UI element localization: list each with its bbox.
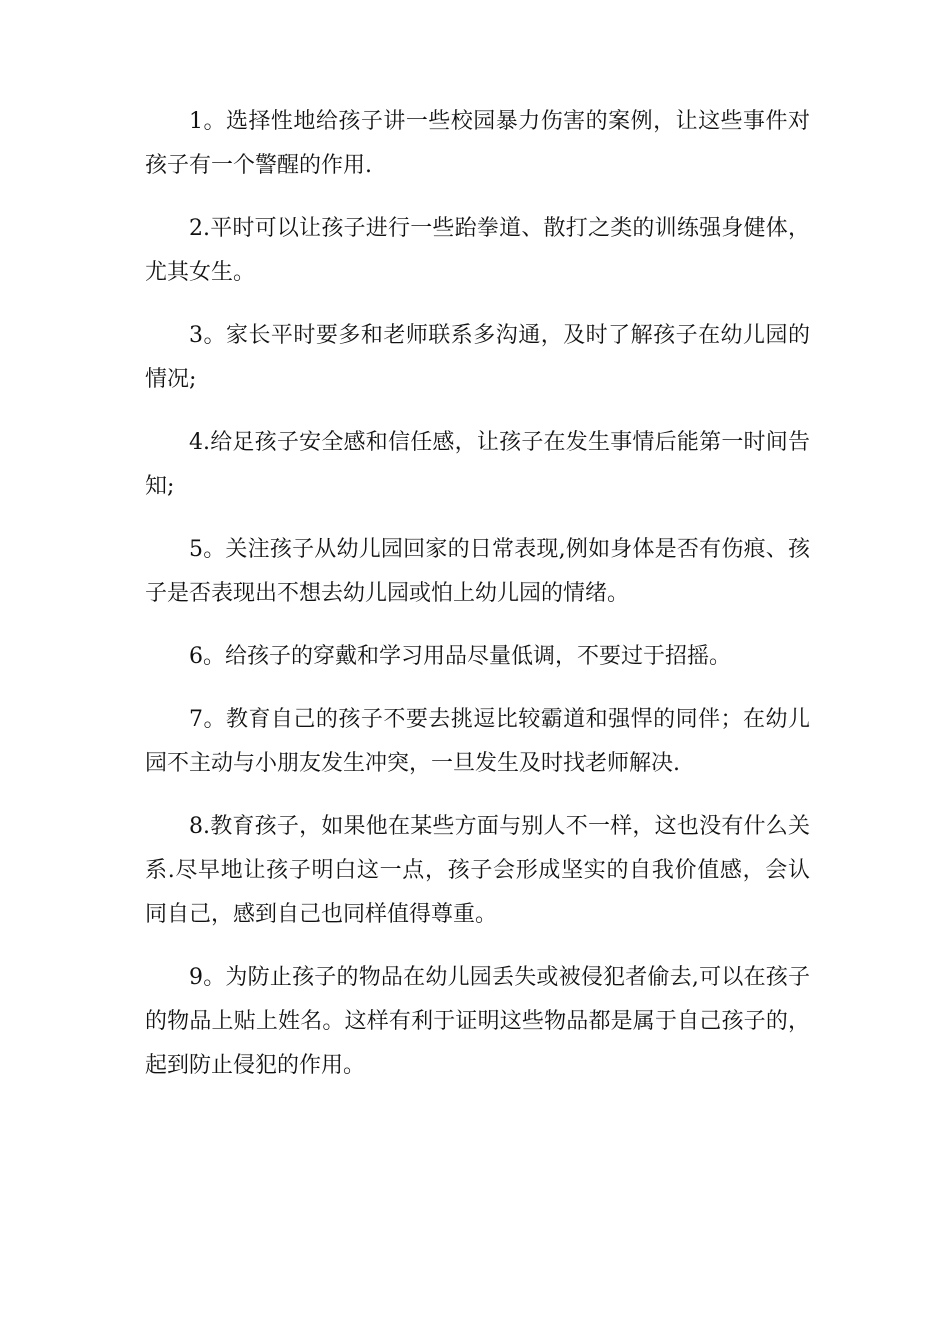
paragraph-2: 2.平时可以让孩子进行一些跆拳道、散打之类的训练强身健体，尤其女生。 [145, 216, 810, 285]
paragraph-1: 1。选择性地给孩子讲一些校园暴力伤害的案例，让这些事件对孩子有一个警醒的作用. [145, 109, 810, 178]
paragraph-7: 7。教育自己的孩子不要去挑逗比较霸道和强悍的同伴；在幼儿园不主动与小朋友发生冲突，一旦发生及时找老师解决. [145, 707, 810, 776]
paragraph-8: 8.教育孩子，如果他在某些方面与别人不一样，这也没有什么关系.尽早地让孩子明白这一点，孩子会形成坚实的自我价值感，会认同自己，感到自己也同样值得尊重。 [145, 814, 810, 927]
paragraph-4: 4.给足孩子安全感和信任感，让孩子在发生事情后能第一时间告知; [145, 430, 810, 499]
paragraph-5: 5。关注孩子从幼儿园回家的日常表现,例如身体是否有伤痕、孩子是否表现出不想去幼儿园或怕上幼儿园的情绪。 [145, 537, 810, 606]
paragraph-3: 3。家长平时要多和老师联系多沟通，及时了解孩子在幼儿园的情况; [145, 323, 810, 392]
document-body [145, 100, 810, 1107]
paragraph-6: 6。给孩子的穿戴和学习用品尽量低调，不要过于招摇。 [189, 644, 731, 669]
paragraph-9: 9。为防止孩子的物品在幼儿园丢失或被侵犯者偷去,可以在孩子的物品上贴上姓名。这样有利于证明这些物品都是属于自己孩子的，起到防止侵犯的作用。 [145, 965, 810, 1078]
